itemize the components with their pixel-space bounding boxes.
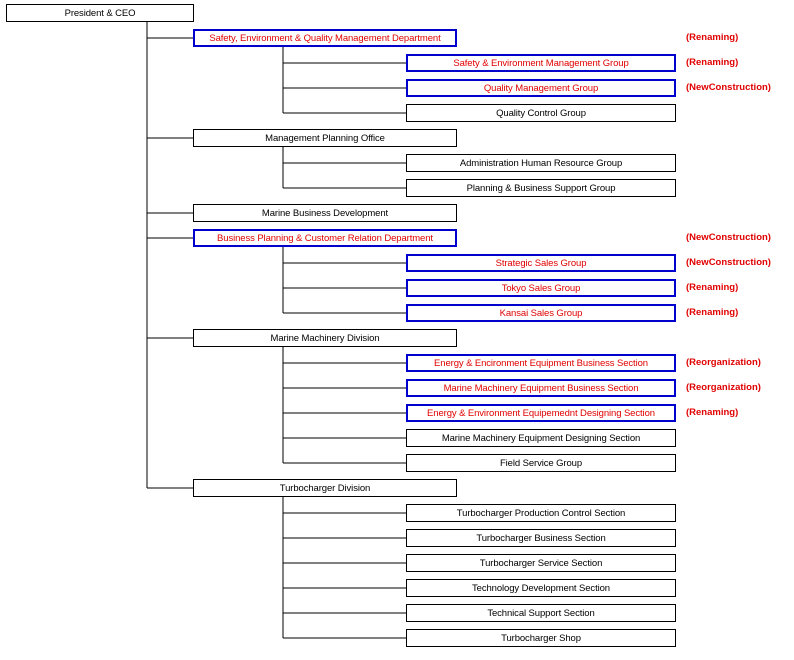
sub-unit-box (406, 529, 676, 547)
sub-unit-box (406, 504, 676, 522)
sub-unit-box (406, 79, 676, 97)
unit-box (193, 129, 457, 147)
sub-unit-box (406, 604, 676, 622)
status-tag: (Renaming) (686, 282, 739, 293)
sub-unit-box (406, 154, 676, 172)
sub-unit-label: Technical Support Section (487, 607, 595, 619)
sub-unit-label: Technology Development Section (471, 582, 610, 594)
unit-label: Turbocharger Division (279, 482, 371, 494)
sub-unit-box (406, 279, 676, 297)
sub-unit-box (406, 454, 676, 472)
sub-unit-label: Turbocharger Shop (501, 632, 581, 644)
status-tag: (Renaming) (686, 307, 739, 318)
root-label: President & CEO (64, 7, 136, 19)
status-tag: (Reorganization) (686, 357, 761, 368)
unit-box (193, 329, 457, 347)
status-tag: (Renaming) (686, 57, 739, 68)
sub-unit-box (406, 104, 676, 122)
sub-unit-box (406, 579, 676, 597)
sub-unit-box (406, 629, 676, 647)
sub-unit-box (406, 404, 676, 422)
sub-unit-box (406, 429, 676, 447)
sub-unit-label: Energy & Encironment Equipment Business Section (434, 357, 648, 369)
unit-label: Management Planning Office (265, 132, 385, 144)
sub-unit-label: Turbocharger Business Section (476, 532, 606, 544)
unit-label: Marine Business Development (261, 207, 389, 219)
sub-unit-box (406, 254, 676, 272)
unit-label: Safety, Environment & Quality Management Department (209, 32, 441, 44)
sub-unit-box (406, 354, 676, 372)
sub-unit-box (406, 379, 676, 397)
unit-label: Marine Machinery Division (270, 332, 380, 344)
status-tag: (NewConstruction) (686, 232, 771, 243)
unit-box (193, 229, 457, 247)
sub-unit-label: Administration Human Resource Group (459, 157, 623, 169)
status-tag: (Renaming) (686, 407, 739, 418)
sub-unit-label: Quality Management Group (483, 82, 599, 94)
status-tag: (NewConstruction) (686, 257, 771, 268)
sub-unit-box (406, 554, 676, 572)
sub-unit-label: Strategic Sales Group (495, 257, 587, 269)
sub-unit-label: Turbocharger Production Control Section (456, 507, 626, 519)
sub-unit-label: Planning & Business Support Group (466, 182, 616, 194)
status-tag: (Renaming) (686, 32, 739, 43)
unit-label: Business Planning & Customer Relation Department (217, 232, 433, 244)
sub-unit-label: Energy & Environment Equipemednt Designing Section (427, 407, 655, 419)
sub-unit-label: Safety & Environment Management Group (453, 57, 629, 69)
sub-unit-label: Marine Machinery Equipment Designing Section (441, 432, 641, 444)
unit-box (193, 204, 457, 222)
sub-unit-label: Tokyo Sales Group (501, 282, 581, 294)
sub-unit-box (406, 54, 676, 72)
sub-unit-label: Marine Machinery Equipment Business Section (443, 382, 639, 394)
unit-box (193, 479, 457, 497)
sub-unit-box (406, 179, 676, 197)
sub-unit-label: Kansai Sales Group (499, 307, 583, 319)
sub-unit-label: Turbocharger Service Section (479, 557, 603, 569)
status-tag: (NewConstruction) (686, 82, 771, 93)
sub-unit-label: Field Service Group (499, 457, 583, 469)
root-box (6, 4, 194, 22)
sub-unit-label: Quality Control Group (496, 107, 586, 119)
unit-box (193, 29, 457, 47)
status-tag: (Reorganization) (686, 382, 761, 393)
sub-unit-box (406, 304, 676, 322)
